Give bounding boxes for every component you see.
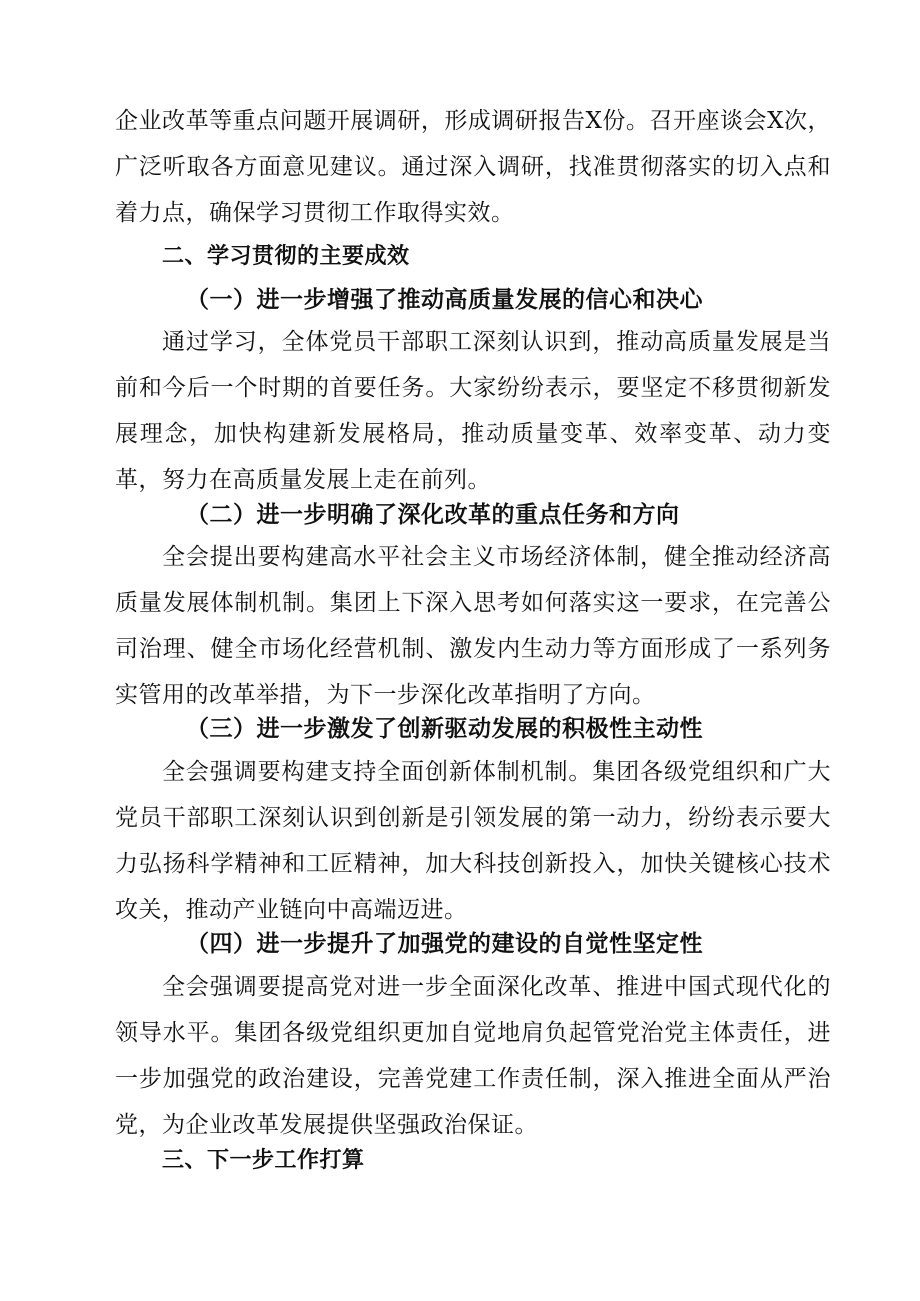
subsection-heading-3: （三）进一步激发了创新驱动发展的积极性主动性 xyxy=(186,715,703,742)
paragraph-1: 通过学习，全体党员干部职工深刻认识到，推动高质量发展是当前和今后一个时期的首要任务。大家纷纷表示，要坚定不移贯彻新发展理念，加快构建新发展格局，推动质量变革、效率变革、动力变革，努力在高质量发展上走在前列。 xyxy=(115,329,831,493)
subsection-heading-1: （一）进一步增强了推动高质量发展的信心和决心 xyxy=(186,286,703,313)
section-heading-2: 二、学习贯彻的主要成效 xyxy=(162,244,410,269)
subsection-heading-4: （四）进一步提升了加强党的建设的自觉性坚定性 xyxy=(186,930,703,957)
paragraph-3: 全会强调要构建支持全面创新体制机制。集团各级党组织和广大党员干部职工深刻认识到创新是引领发展的第一动力，纷纷表示要大力弘扬科学精神和工匠精神，加大科技创新投入，加快关键核心技术攻关，推动产业链向中高端迈进。 xyxy=(115,759,831,923)
section-heading-3: 三、下一步工作打算 xyxy=(162,1148,365,1173)
subsection-heading-2: （二）进一步明确了深化改革的重点任务和方向 xyxy=(186,501,680,528)
paragraph-continued: 企业改革等重点问题开展调研，形成调研报告X份。召开座谈会X次，广泛听取各方面意见建议。通过深入调研，找准贯彻落实的切入点和着力点，确保学习贯彻工作取得实效。 xyxy=(115,108,831,226)
paragraph-2: 全会提出要构建高水平社会主义市场经济体制，健全推动经济高质量发展体制机制。集团上下深入思考如何落实这一要求，在完善公司治理、健全市场化经营机制、激发内生动力等方面形成了一系列务实管用的改革举措，为下一步深化改革指明了方向。 xyxy=(115,544,831,708)
paragraph-4: 全会强调要提高党对进一步全面深化改革、推进中国式现代化的领导水平。集团各级党组织更加自觉地肩负起管党治党主体责任，进一步加强党的政治建设，完善党建工作责任制，深入推进全面从严治党，为企业改革发展提供坚强政治保证。 xyxy=(115,974,831,1138)
